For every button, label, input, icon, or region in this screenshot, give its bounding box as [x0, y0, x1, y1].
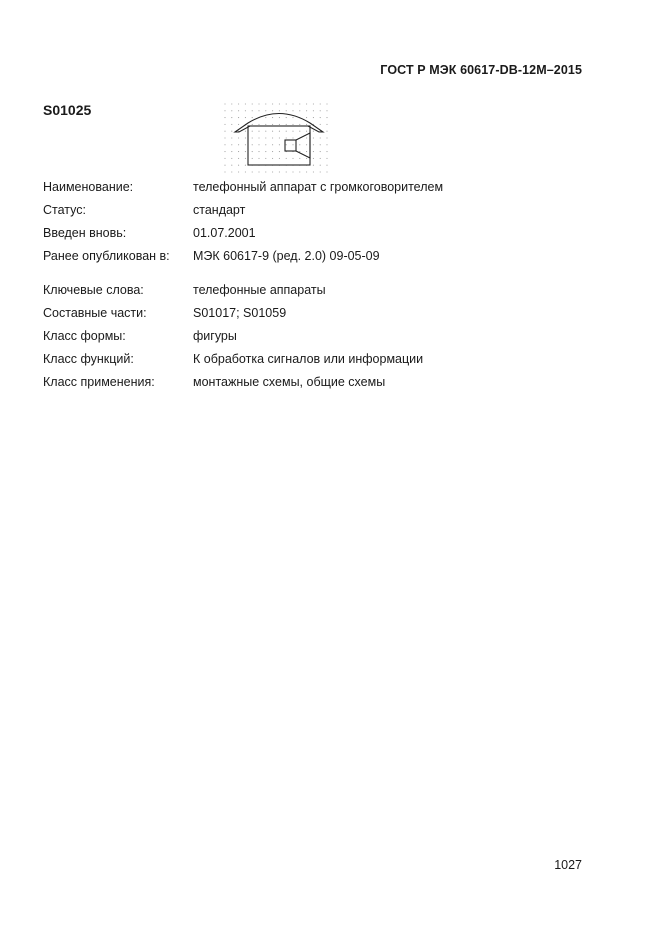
property-row-shape-class	[43, 329, 603, 352]
property-row-introduced	[43, 226, 603, 249]
property-value: фигуры	[193, 329, 237, 343]
grid-dot	[245, 165, 246, 166]
grid-dot	[320, 165, 321, 166]
properties-main	[43, 180, 603, 272]
page-number: 1027	[554, 858, 582, 872]
grid-dot	[299, 151, 300, 152]
grid-dot	[224, 144, 225, 145]
grid-dot	[306, 110, 307, 111]
property-label: Статус:	[43, 203, 86, 217]
grid-dot	[272, 110, 273, 111]
telephone-loudspeaker-symbol-icon	[223, 102, 335, 174]
grid-dot	[286, 117, 287, 118]
grid-dot	[252, 137, 253, 138]
grid-dot	[326, 165, 327, 166]
grid-dot	[306, 158, 307, 159]
grid-dot	[252, 171, 253, 172]
grid-dot	[245, 131, 246, 132]
grid-dot	[224, 117, 225, 118]
property-row-application-class	[43, 375, 603, 398]
grid-dot	[320, 171, 321, 172]
grid-dot	[238, 103, 239, 104]
grid-dot	[292, 110, 293, 111]
grid-dot	[252, 117, 253, 118]
property-row-keywords	[43, 283, 603, 306]
grid-dot	[224, 110, 225, 111]
property-label: Ключевые слова:	[43, 283, 144, 297]
grid-dot	[292, 124, 293, 125]
grid-dot	[224, 171, 225, 172]
property-value: 01.07.2001	[193, 226, 256, 240]
grid-dot	[252, 144, 253, 145]
grid-dot	[320, 158, 321, 159]
grid-dot	[299, 144, 300, 145]
grid-dot	[306, 103, 307, 104]
grid-dot	[224, 151, 225, 152]
grid-dot	[252, 151, 253, 152]
grid-dot	[320, 124, 321, 125]
grid-dot	[231, 137, 232, 138]
grid-dot	[231, 158, 232, 159]
grid-dot	[286, 110, 287, 111]
grid-dot	[272, 151, 273, 152]
grid-dot	[313, 171, 314, 172]
grid-dot	[292, 171, 293, 172]
grid-dot	[286, 137, 287, 138]
grid-dot	[258, 144, 259, 145]
property-label: Составные части:	[43, 306, 147, 320]
grid-dot	[252, 158, 253, 159]
grid-dot	[326, 131, 327, 132]
grid-dot	[292, 103, 293, 104]
grid-dot	[320, 137, 321, 138]
grid-dot	[292, 144, 293, 145]
grid-dot	[265, 110, 266, 111]
grid-dot	[238, 165, 239, 166]
property-label: Класс применения:	[43, 375, 155, 389]
grid-dot	[224, 158, 225, 159]
grid-dot	[231, 117, 232, 118]
grid-dot	[286, 144, 287, 145]
grid-dot	[272, 103, 273, 104]
document-header: ГОСТ Р МЭК 60617-DB-12M–2015	[380, 63, 582, 77]
grid-dot	[313, 137, 314, 138]
grid-dot	[258, 110, 259, 111]
property-value: телефонные аппараты	[193, 283, 326, 297]
grid-dot	[265, 171, 266, 172]
property-value: МЭК 60617-9 (ред. 2.0) 09-05-09	[193, 249, 380, 263]
grid-dot	[286, 131, 287, 132]
grid-dot	[313, 165, 314, 166]
grid-dot	[238, 117, 239, 118]
grid-dot	[258, 103, 259, 104]
grid-dot	[252, 110, 253, 111]
grid-dot	[224, 131, 225, 132]
grid-dot	[265, 124, 266, 125]
grid-dot	[258, 124, 259, 125]
grid-dot	[320, 117, 321, 118]
grid-dot	[245, 158, 246, 159]
grid-dot	[252, 131, 253, 132]
grid-dot	[320, 151, 321, 152]
grid-dot	[306, 144, 307, 145]
grid-dot	[238, 124, 239, 125]
grid-dot	[313, 131, 314, 132]
symbol-outline	[235, 114, 323, 166]
grid-dot	[265, 137, 266, 138]
grid-dot	[286, 103, 287, 104]
grid-dot	[265, 103, 266, 104]
grid-dot	[231, 131, 232, 132]
grid-dot	[252, 124, 253, 125]
grid-dot	[292, 137, 293, 138]
grid-dot	[326, 158, 327, 159]
grid-dot	[292, 117, 293, 118]
grid-dot	[299, 158, 300, 159]
grid-dot	[231, 110, 232, 111]
grid-dot	[313, 110, 314, 111]
grid-dot	[292, 158, 293, 159]
property-row-status	[43, 203, 603, 226]
grid-dot	[279, 117, 280, 118]
property-label: Класс формы:	[43, 329, 126, 343]
grid-dot	[306, 137, 307, 138]
property-row-function-class	[43, 352, 603, 375]
properties-extra	[43, 283, 603, 398]
grid-dot	[272, 158, 273, 159]
grid-dot	[224, 137, 225, 138]
grid-dot	[265, 144, 266, 145]
grid-dot	[272, 137, 273, 138]
grid-dot	[299, 103, 300, 104]
grid-dot	[326, 117, 327, 118]
grid-dot	[231, 151, 232, 152]
grid-dot	[224, 103, 225, 104]
grid-dot	[326, 103, 327, 104]
grid-dot	[313, 151, 314, 152]
grid-dot	[320, 103, 321, 104]
grid-dot	[279, 171, 280, 172]
grid-dot	[224, 165, 225, 166]
grid-dot	[326, 137, 327, 138]
property-value: S01017; S01059	[193, 306, 287, 320]
grid-dot	[258, 131, 259, 132]
grid-dot	[326, 171, 327, 172]
grid-dot	[238, 144, 239, 145]
property-value: К обработка сигналов или информации	[193, 352, 424, 366]
grid-dot	[299, 171, 300, 172]
grid-dot	[306, 117, 307, 118]
grid-dot	[272, 131, 273, 132]
grid-dot	[279, 158, 280, 159]
grid-dot	[258, 158, 259, 159]
grid-dot	[265, 158, 266, 159]
grid-dot	[306, 124, 307, 125]
grid-dot	[238, 171, 239, 172]
grid-dot	[299, 110, 300, 111]
grid-dot	[258, 137, 259, 138]
grid-dot	[245, 110, 246, 111]
grid-dot	[231, 103, 232, 104]
grid-dot	[238, 151, 239, 152]
property-row-name	[43, 180, 603, 203]
grid-dot	[272, 117, 273, 118]
grid-dot	[238, 110, 239, 111]
grid-dot	[265, 151, 266, 152]
grid-dot	[306, 131, 307, 132]
grid-dot	[279, 144, 280, 145]
grid-dot	[306, 151, 307, 152]
grid-dot	[313, 103, 314, 104]
grid-dot	[238, 137, 239, 138]
property-label: Ранее опубликован в:	[43, 249, 170, 263]
grid-dot	[272, 171, 273, 172]
grid-dot	[258, 151, 259, 152]
grid-dot	[326, 144, 327, 145]
grid-dot	[313, 158, 314, 159]
grid-dot	[265, 131, 266, 132]
grid-dot	[326, 124, 327, 125]
property-value: телефонный аппарат с громкоговорителем	[193, 180, 444, 194]
grid-dot	[286, 124, 287, 125]
grid-dot	[231, 171, 232, 172]
property-label: Введен вновь:	[43, 226, 127, 240]
grid-dot	[245, 117, 246, 118]
grid-dot	[245, 137, 246, 138]
grid-dot	[299, 131, 300, 132]
grid-dot	[326, 151, 327, 152]
grid-dot	[279, 137, 280, 138]
grid-dot	[231, 165, 232, 166]
grid-dot	[272, 144, 273, 145]
grid-dot	[279, 103, 280, 104]
grid-dot	[245, 103, 246, 104]
grid-dot	[252, 103, 253, 104]
grid-dot	[245, 171, 246, 172]
grid-dot	[292, 131, 293, 132]
grid-dot	[231, 144, 232, 145]
property-row-components	[43, 306, 603, 329]
grid-dot	[306, 171, 307, 172]
property-value: стандарт	[193, 203, 246, 217]
grid-dot	[320, 110, 321, 111]
property-row-published	[43, 249, 603, 272]
grid-dot	[313, 117, 314, 118]
grid-dot	[299, 124, 300, 125]
grid-dot	[279, 124, 280, 125]
grid-dot	[231, 124, 232, 125]
property-label: Наименование:	[43, 180, 134, 194]
grid-dot	[286, 158, 287, 159]
grid-dot	[245, 151, 246, 152]
grid-dot	[279, 110, 280, 111]
grid-dot	[258, 171, 259, 172]
grid-dot	[279, 131, 280, 132]
grid-dot	[286, 171, 287, 172]
grid-dot	[320, 144, 321, 145]
grid-dot	[245, 144, 246, 145]
grid-dot	[272, 124, 273, 125]
grid-dot	[279, 151, 280, 152]
property-label: Класс функций:	[43, 352, 134, 366]
grid-dot	[265, 117, 266, 118]
grid-dot	[313, 144, 314, 145]
symbol-code: S01025	[43, 102, 92, 118]
grid-dot	[238, 158, 239, 159]
grid-dot	[224, 124, 225, 125]
property-value: монтажные схемы, общие схемы	[193, 375, 386, 389]
grid-dot	[326, 110, 327, 111]
